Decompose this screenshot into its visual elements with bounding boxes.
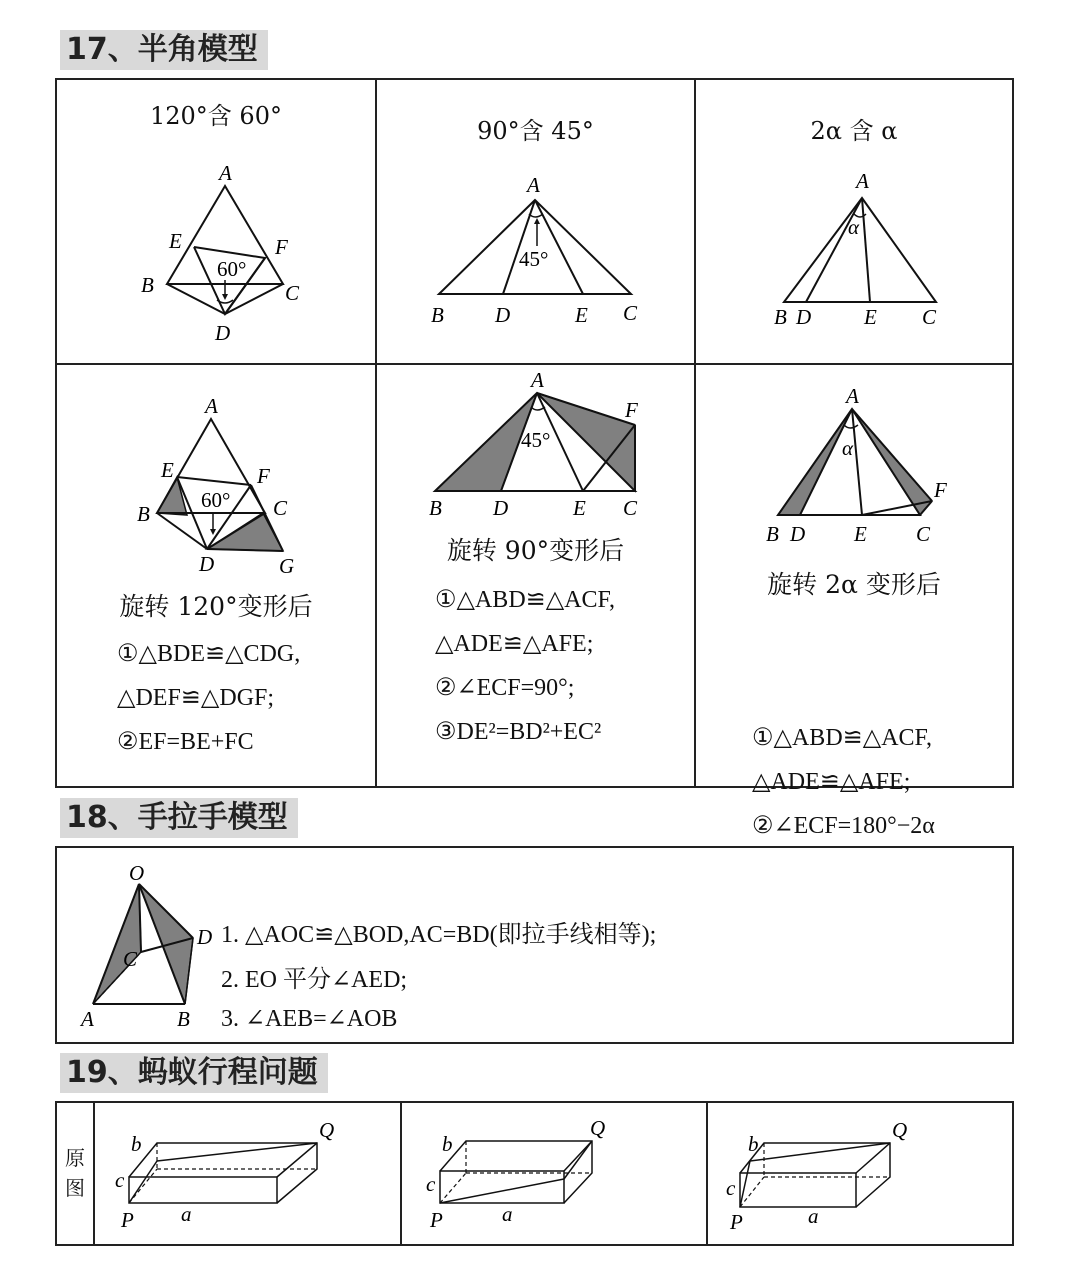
label-A: A bbox=[205, 394, 218, 418]
label-c: c bbox=[726, 1176, 736, 1200]
label-F: F bbox=[934, 478, 947, 502]
angle-label: 60° bbox=[217, 257, 247, 281]
cell-90-45 bbox=[377, 80, 694, 363]
label-F: F bbox=[257, 464, 270, 488]
label-B: B bbox=[429, 496, 442, 520]
figure-90-45 bbox=[377, 80, 694, 363]
cell-rotate-90 bbox=[377, 365, 694, 786]
label-b: b bbox=[748, 1132, 759, 1156]
note-3: ②∠ECF=180°−2α bbox=[752, 813, 935, 839]
label-C: C bbox=[623, 496, 638, 520]
conclusion-2: 2. EO 平分∠AED; bbox=[221, 967, 408, 993]
label-D: D bbox=[495, 303, 511, 327]
cell-title: 2α 含 α bbox=[810, 117, 898, 145]
cuboid-3 bbox=[710, 1103, 1010, 1248]
label-P: P bbox=[121, 1208, 134, 1232]
caption: 旋转 90°变形后 bbox=[446, 536, 625, 565]
note-1: ①△ABD≌△ACF, bbox=[435, 587, 615, 613]
angle-label: α bbox=[848, 215, 860, 239]
label-E: E bbox=[161, 458, 174, 482]
label-D: D bbox=[790, 522, 806, 546]
label-E: E bbox=[864, 305, 877, 329]
section-17-heading: 17、半角模型 bbox=[60, 30, 268, 70]
cuboid-2 bbox=[404, 1103, 704, 1248]
note-1: ①△BDE≌△CDG, bbox=[117, 641, 301, 667]
cell-2a-a bbox=[696, 80, 1012, 363]
label-A: A bbox=[527, 173, 540, 197]
conclusion-3: 3. ∠AEB=∠AOB bbox=[221, 1006, 398, 1032]
label-A: A bbox=[856, 169, 869, 193]
angle-label: 45° bbox=[519, 247, 549, 271]
label-C: C bbox=[623, 301, 638, 325]
label-F: F bbox=[275, 235, 288, 259]
label-P: P bbox=[430, 1208, 443, 1232]
label-C: C bbox=[273, 496, 288, 520]
divider bbox=[93, 1103, 95, 1244]
cell-rotate-2a bbox=[696, 365, 1012, 839]
note-1: ①△ABD≌△ACF, bbox=[752, 725, 932, 751]
section-18-heading: 18、手拉手模型 bbox=[60, 798, 298, 838]
label-E: E bbox=[854, 522, 867, 546]
label-C: C bbox=[922, 305, 937, 329]
figure-2a-a bbox=[696, 80, 1012, 363]
label-B: B bbox=[774, 305, 787, 329]
label-A: A bbox=[219, 161, 232, 185]
cell-title: 120°含 60° bbox=[150, 102, 282, 130]
note-3: ②EF=BE+FC bbox=[117, 729, 254, 755]
label-a: a bbox=[502, 1202, 513, 1226]
label-Q: Q bbox=[319, 1118, 335, 1142]
label-C: C bbox=[123, 947, 138, 971]
label-b: b bbox=[131, 1132, 142, 1156]
side-label: 原图 bbox=[65, 1146, 85, 1200]
label-G: G bbox=[279, 554, 295, 578]
label-D: D bbox=[493, 496, 509, 520]
figure-120-60 bbox=[57, 80, 375, 363]
divider bbox=[706, 1103, 708, 1244]
label-C: C bbox=[916, 522, 931, 546]
label-F: F bbox=[625, 398, 638, 422]
label-a: a bbox=[181, 1202, 192, 1226]
label-A: A bbox=[846, 384, 859, 408]
note-3: ②∠ECF=90°; bbox=[435, 675, 575, 701]
label-B: B bbox=[766, 522, 779, 546]
label-Q: Q bbox=[892, 1118, 908, 1142]
note-4: ③DE²=BD²+EC² bbox=[435, 719, 602, 745]
label-D: D bbox=[197, 925, 213, 949]
cell-120-60 bbox=[57, 80, 375, 363]
label-c: c bbox=[115, 1168, 125, 1192]
label-A: A bbox=[531, 368, 544, 392]
label-E: E bbox=[573, 496, 586, 520]
angle-label: 60° bbox=[201, 488, 231, 512]
divider bbox=[400, 1103, 402, 1244]
angle-label: α bbox=[842, 436, 854, 460]
label-P: P bbox=[730, 1210, 743, 1234]
caption: 旋转 2α 变形后 bbox=[767, 570, 941, 599]
note-2: △ADE≌△AFE; bbox=[435, 631, 594, 657]
ant-path-table bbox=[55, 1101, 1014, 1246]
note-2: △ADE≌△AFE; bbox=[752, 769, 911, 795]
caption: 旋转 120°变形后 bbox=[119, 592, 313, 621]
label-D: D bbox=[199, 552, 215, 576]
label-O: O bbox=[129, 861, 145, 885]
label-C: C bbox=[285, 281, 300, 305]
conclusion-1: 1. △AOC≌△BOD,AC=BD(即拉手线相等); bbox=[221, 922, 657, 948]
cell-title: 90°含 45° bbox=[477, 117, 594, 145]
note-2: △DEF≌△DGF; bbox=[117, 685, 275, 711]
label-E: E bbox=[575, 303, 588, 327]
label-B: B bbox=[177, 1007, 190, 1031]
label-D: D bbox=[215, 321, 231, 345]
section-19-heading: 19、蚂蚁行程问题 bbox=[60, 1053, 328, 1093]
cell-rotate-120 bbox=[57, 365, 375, 786]
label-D: D bbox=[796, 305, 812, 329]
label-B: B bbox=[431, 303, 444, 327]
label-Q: Q bbox=[590, 1116, 606, 1140]
label-b: b bbox=[442, 1132, 453, 1156]
label-a: a bbox=[808, 1204, 819, 1228]
hand-in-hand-box bbox=[55, 846, 1014, 1044]
label-B: B bbox=[137, 502, 150, 526]
label-A: A bbox=[81, 1007, 94, 1031]
label-E: E bbox=[169, 229, 182, 253]
cuboid-1 bbox=[97, 1103, 397, 1248]
angle-label: 45° bbox=[521, 428, 551, 452]
label-c: c bbox=[426, 1172, 436, 1196]
label-B: B bbox=[141, 273, 154, 297]
